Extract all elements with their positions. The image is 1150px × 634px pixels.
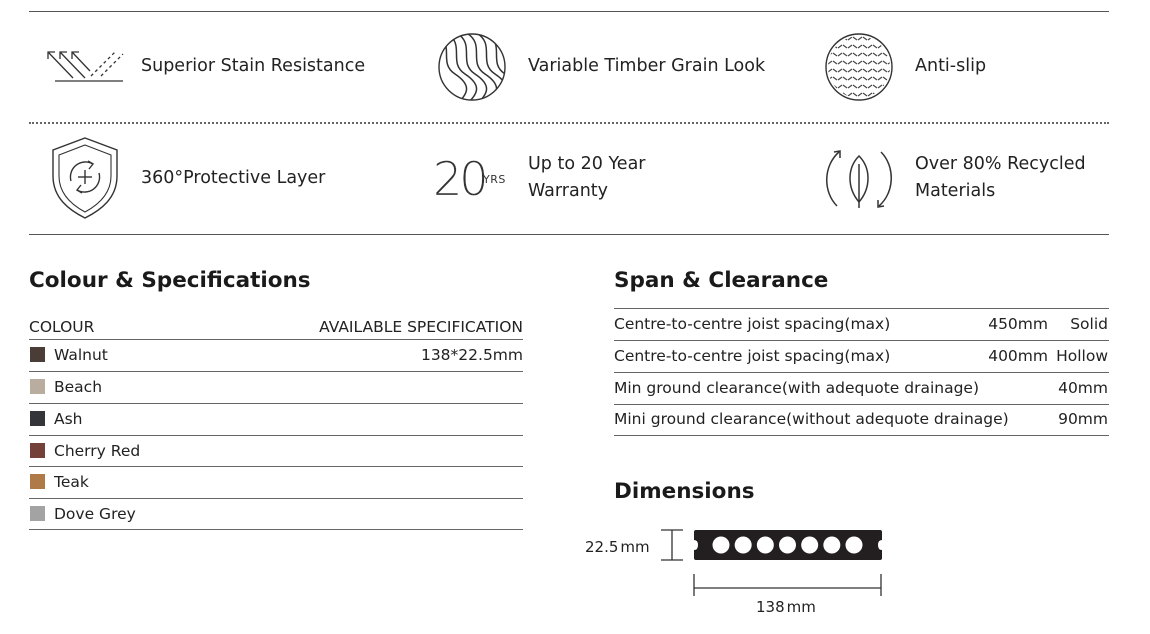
- colour-column-header: COLOUR: [29, 318, 95, 336]
- feature-warranty-line2: Warranty: [528, 181, 609, 201]
- colour-row-line: [29, 403, 523, 404]
- colour-row-line: [29, 371, 523, 372]
- colour-spec: 138*22.5mm: [420, 346, 523, 364]
- dimension-height-label: [585, 538, 650, 556]
- feature-warranty-line1: Up to 20 Year: [528, 154, 646, 174]
- colour-swatch-teak: [30, 474, 45, 489]
- dimension-width-unit: mm: [786, 598, 816, 616]
- colour-row-line: [29, 529, 523, 530]
- colour-name: Beach: [54, 378, 103, 396]
- colour-row-line: [29, 498, 523, 499]
- board-hollow-hole: [713, 537, 730, 554]
- board-hollow-hole: [823, 537, 840, 554]
- span-row-line: [614, 404, 1109, 405]
- feature-recycled-line1: Over 80% Recycled: [915, 154, 1086, 174]
- span-row-value: 90mm: [1058, 410, 1108, 428]
- colour-swatch-walnut: [30, 347, 45, 362]
- colour-name: Dove Grey: [54, 505, 136, 523]
- stain-resistance-icon: [45, 48, 127, 86]
- board-hollow-hole: [735, 537, 752, 554]
- colour-table-header-line: [29, 339, 523, 340]
- span-row-value: 400mm: [988, 347, 1048, 365]
- feature-row-divider: [29, 122, 1109, 124]
- board-profile-diagram: [692, 528, 884, 562]
- features-bottom-rule: [29, 234, 1109, 235]
- dimension-height-unit: mm: [620, 538, 650, 556]
- colour-name: Ash: [54, 410, 83, 428]
- colour-name: Cherry Red: [54, 442, 141, 460]
- board-hollow-hole: [779, 537, 796, 554]
- colour-name: Teak: [54, 473, 89, 491]
- board-hollow-hole: [846, 537, 863, 554]
- feature-recycled-line2: Materials: [915, 181, 996, 201]
- span-row-label: Centre-to-centre joist spacing(max): [614, 347, 891, 365]
- span-row-line: [614, 340, 1109, 341]
- dimension-width-value: 138: [756, 598, 785, 616]
- span-clearance-title: Span & Clearance: [614, 268, 829, 293]
- feature-stain-resistance: Superior Stain Resistance: [141, 56, 366, 76]
- warranty-badge-unit: YRS: [483, 173, 506, 186]
- height-dimension-bracket: [658, 528, 686, 562]
- dimension-height-value: 22.5: [585, 538, 619, 556]
- spec-column-header: AVAILABLE SPECIFICATION: [319, 318, 523, 336]
- span-table-top-line: [614, 308, 1109, 309]
- span-row-value: 450mm: [988, 315, 1048, 333]
- warranty-badge-number: 20: [433, 152, 486, 206]
- span-row-label: Mini ground clearance(without adequote drainage): [614, 410, 1009, 428]
- width-dimension-bracket: [692, 572, 884, 598]
- span-row-line: [614, 372, 1109, 373]
- colour-swatch-dove-grey: [30, 506, 45, 521]
- board-hollow-hole: [801, 537, 818, 554]
- span-row-line: [614, 435, 1109, 436]
- span-row-value: 40mm: [1058, 379, 1108, 397]
- shield-icon: [49, 136, 121, 220]
- recycle-leaf-icon: [821, 146, 897, 212]
- colour-row-line: [29, 435, 523, 436]
- top-rule: [29, 11, 1109, 12]
- span-row-type: Hollow: [1056, 347, 1108, 365]
- feature-anti-slip: Anti-slip: [915, 56, 987, 76]
- dimension-width-label: [756, 598, 816, 616]
- board-hollow-hole: [757, 537, 774, 554]
- colour-swatch-cherry-red: [30, 443, 45, 458]
- warranty-20-yrs-icon: [433, 152, 513, 206]
- anti-slip-icon: [824, 32, 894, 102]
- feature-protective-layer: 360°Protective Layer: [141, 168, 326, 188]
- span-row-label: Min ground clearance(with adequote drainage): [614, 379, 979, 397]
- feature-timber-grain: Variable Timber Grain Look: [528, 56, 766, 76]
- colour-specs-title: Colour & Specifications: [29, 268, 311, 293]
- timber-grain-icon: [437, 32, 507, 102]
- span-row-type: Solid: [1070, 315, 1108, 333]
- dimensions-title: Dimensions: [614, 479, 755, 504]
- colour-row-line: [29, 466, 523, 467]
- colour-swatch-beach: [30, 379, 45, 394]
- span-row-label: Centre-to-centre joist spacing(max): [614, 315, 891, 333]
- colour-swatch-ash: [30, 411, 45, 426]
- colour-name: Walnut: [54, 346, 108, 364]
